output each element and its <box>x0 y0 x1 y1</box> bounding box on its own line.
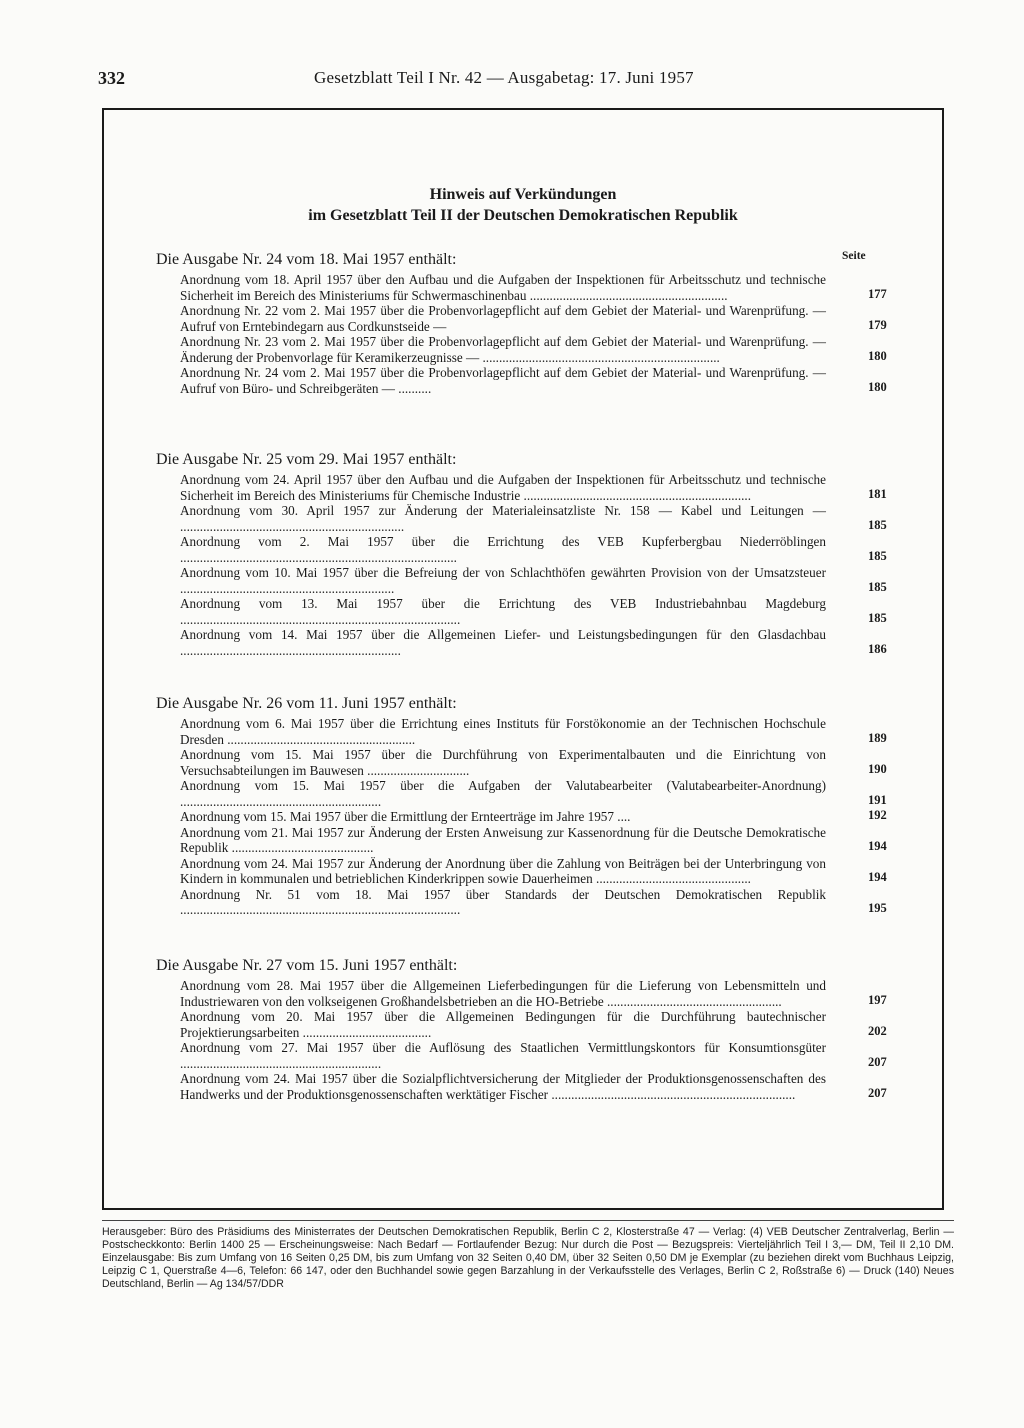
entry-page: 177 <box>868 286 887 301</box>
entry-text: Anordnung vom 14. Mai 1957 über die Allgemeinen Liefer- und Leistungsbedingungen für den Glasdachbau ................................................................... <box>180 627 826 658</box>
toc-entry <box>180 747 887 778</box>
entry-text: Anordnung vom 10. Mai 1957 über die Befreiung der von Schlachthöfen gewährten Provision von der Umsatzsteuer ................................................................. <box>180 565 826 596</box>
entry-page: 189 <box>868 730 887 745</box>
toc-entry <box>180 978 887 1009</box>
toc-entry <box>180 886 887 918</box>
entry-text: Anordnung Nr. 24 vom 2. Mai 1957 über die Probenvorlagepflicht auf dem Gebiet der Material- und Warenprüfung. — Aufruf von Büro- und Schreibgeräten — .......... <box>180 365 826 396</box>
entry-text: Anordnung vom 15. Mai 1957 über die Ermittlung der Ernteerträge im Jahre 1957 .... <box>180 809 631 824</box>
entry-text: Anordnung vom 24. Mai 1957 zur Änderung der Anordnung über die Zahlung von Beiträgen bei der Unterbringung von Kindern in kommunalen und betrieblichen Kinderkrippen sowie Dauerheimen ............................................... <box>180 855 826 886</box>
toc-entry <box>180 365 887 396</box>
entry-text: Anordnung vom 28. Mai 1957 über die Allgemeinen Lieferbedingungen für die Lieferung von Lebensmitteln und Industriewaren von den volkseigenen Großhandelsbetrieben an die HO-Betriebe ..................................................... <box>180 978 826 1009</box>
entry-text: Anordnung Nr. 23 vom 2. Mai 1957 über die Probenvorlagepflicht auf dem Gebiet der Material- und Warenprüfung. — Änderung der Probenvorlage für Keramikerzeugnisse — ........................................................................ <box>180 334 826 365</box>
notice-title <box>104 184 942 226</box>
issue-entries <box>180 978 887 1102</box>
issue-entries <box>180 472 887 658</box>
entry-text: Anordnung Nr. 51 vom 18. Mai 1957 über Standards der Deutschen Demokratischen Republik ..................................................................................... <box>180 886 826 917</box>
entry-page: 192 <box>868 808 887 822</box>
issue-heading: Die Ausgabe Nr. 26 vom 11. Juni 1957 enthält: <box>156 695 457 712</box>
issue-heading: Die Ausgabe Nr. 27 vom 15. Juni 1957 enthält: <box>156 957 458 974</box>
toc-entry <box>180 303 887 334</box>
entry-page: 185 <box>868 579 887 594</box>
issue-entries <box>180 716 887 918</box>
entry-page: 179 <box>868 317 887 332</box>
issue-26 <box>156 694 887 918</box>
entry-text: Anordnung vom 30. April 1957 zur Änderung der Materialeinsatzliste Nr. 158 — Kabel und Leitungen — .................................................................... <box>180 503 826 534</box>
entry-text: Anordnung vom 21. Mai 1957 zur Änderung der Ersten Anweisung zur Kassenordnung für die Deutsche Demokratische Republik ........................................... <box>180 824 826 855</box>
entry-text: Anordnung vom 6. Mai 1957 über die Errichtung eines Instituts für Forstökonomie an der Technischen Hochschule Dresden ......................................................... <box>180 716 826 747</box>
entry-page: 185 <box>868 548 887 563</box>
entry-text: Anordnung vom 2. Mai 1957 über die Errichtung des VEB Kupferbergbau Niederröblingen .................................................................................... <box>180 534 826 565</box>
entry-text: Anordnung vom 13. Mai 1957 über die Errichtung des VEB Industriebahnbau Magdeburg ..................................................................................... <box>180 596 826 627</box>
toc-entry <box>180 534 887 565</box>
entry-page: 194 <box>868 839 887 853</box>
entry-page: 207 <box>868 1054 887 1069</box>
toc-entry <box>180 472 887 503</box>
footer-divider <box>102 1220 954 1221</box>
toc-entry <box>180 1071 887 1102</box>
toc-entry <box>180 1009 887 1040</box>
issue-24 <box>156 250 887 396</box>
notice-title-line-2: im Gesetzblatt Teil II der Deutschen Demokratischen Republik <box>308 207 738 224</box>
entry-page: 180 <box>868 379 887 394</box>
imprint-footer: Herausgeber: Büro des Präsidiums des Ministerrates der Deutschen Demokratischen Republik, Berlin C 2, Klosterstraße 47 — Verlag: (4) VEB Deutscher Zentralverlag, Berlin — Postscheckkonto: Berlin 1400 25 — Erscheinungsweise: Nach Bedarf — Fortlaufender Bezug: Nur durch die Post — Bezugspreis: Vierteljährlich Teil I 3,— DM, Teil II 2,10 DM. Einzelausgabe: Bis zum Umfang von 16 Seiten 0,25 DM, bis zum Umfang von 32 Seiten 0,40 DM, über 32 Seiten 0,50 DM je Exemplar (zu beziehen direkt vom Buchhaus Leipzig, Leipzig C 1, Querstraße 4—6, Telefon: 66 147, oder den Buchhandel sowie gegen Barzahlung in der Verkaufsstelle des Verlages, Berlin C 2, Roßstraße 6) — Druck (140) Neues Deutschland, Berlin — Ag 134/57/DDR <box>102 1226 954 1290</box>
entry-page: 185 <box>868 517 887 532</box>
entry-page: 181 <box>868 486 887 501</box>
entry-page: 197 <box>868 992 887 1007</box>
toc-entry <box>180 503 887 534</box>
entry-page: 185 <box>868 610 887 625</box>
toc-entry <box>180 272 887 303</box>
entry-text: Anordnung vom 27. Mai 1957 über die Auflösung des Staatlichen Vermittlungskontors für Konsumtionsgüter ............................................................. <box>180 1040 826 1071</box>
issue-25 <box>156 450 887 658</box>
toc-entry <box>180 1040 887 1071</box>
toc-entry <box>180 627 887 658</box>
issue-heading: Die Ausgabe Nr. 25 vom 29. Mai 1957 enthält: <box>156 451 457 468</box>
issue-27 <box>156 956 887 1102</box>
entry-text: Anordnung vom 24. April 1957 über den Aufbau und die Aufgaben der Inspektionen für Arbeitsschutz und technische Sicherheit im Bereich des Ministeriums für Chemische Industrie ..................................................................... <box>180 472 826 503</box>
entry-page: 180 <box>868 348 887 363</box>
entry-page: 186 <box>868 641 887 656</box>
entry-text: Anordnung vom 20. Mai 1957 über die Allgemeinen Bedingungen für die Durchführung bautechnischer Projektierungsarbeiten ....................................... <box>180 1009 826 1040</box>
toc-entry <box>180 334 887 365</box>
notice-title-line-1: Hinweis auf Verkündungen <box>429 186 617 203</box>
entry-text: Anordnung Nr. 22 vom 2. Mai 1957 über die Probenvorlagepflicht auf dem Gebiet der Material- und Warenprüfung. — Aufruf von Erntebindegarn aus Cordkunstseide — <box>180 303 826 334</box>
entry-page: 190 <box>868 761 887 776</box>
toc-entry <box>180 596 887 627</box>
issue-heading: Die Ausgabe Nr. 24 vom 18. Mai 1957 enthält: <box>156 251 457 268</box>
page-number: 332 <box>98 68 125 88</box>
issue-entries <box>180 272 887 396</box>
notice-frame <box>102 108 944 1210</box>
entry-page: 207 <box>868 1085 887 1100</box>
toc-entry <box>180 778 887 809</box>
entry-text: Anordnung vom 15. Mai 1957 über die Durchführung von Experimentalbauten und die Einrichtung von Versuchsabteilungen im Bauwesen ............................... <box>180 747 826 778</box>
toc-entry <box>180 824 887 856</box>
running-head: Gesetzblatt Teil I Nr. 42 — Ausgabetag: 17. Juni 1957 <box>314 68 694 87</box>
entry-page: 194 <box>868 870 887 884</box>
entry-text: Anordnung vom 24. Mai 1957 über die Sozialpflichtversicherung der Mitglieder der Produktionsgenossenschaften des Handwerks und der Produktionsgenossenschaften werktätiger Fischer .......................................................................... <box>180 1071 826 1102</box>
entry-text: Anordnung vom 18. April 1957 über den Aufbau und die Aufgaben der Inspektionen für Arbeitsschutz und technische Sicherheit im Bereich des Ministeriums für Schwermaschinenbau ............................................................ <box>180 272 826 303</box>
toc-entry <box>180 808 887 825</box>
toc-entry <box>180 716 887 747</box>
toc-entry <box>180 565 887 596</box>
entry-text: Anordnung vom 15. Mai 1957 über die Aufgaben der Valutabearbeiter (Valutabearbeiter-Anordnung) ............................................................. <box>180 778 826 809</box>
entry-page: 202 <box>868 1023 887 1038</box>
entry-page: 195 <box>868 901 887 915</box>
page-header <box>98 68 778 94</box>
toc-entry <box>180 855 887 887</box>
seite-column-label: Seite <box>842 250 866 262</box>
entry-page: 191 <box>868 792 887 807</box>
